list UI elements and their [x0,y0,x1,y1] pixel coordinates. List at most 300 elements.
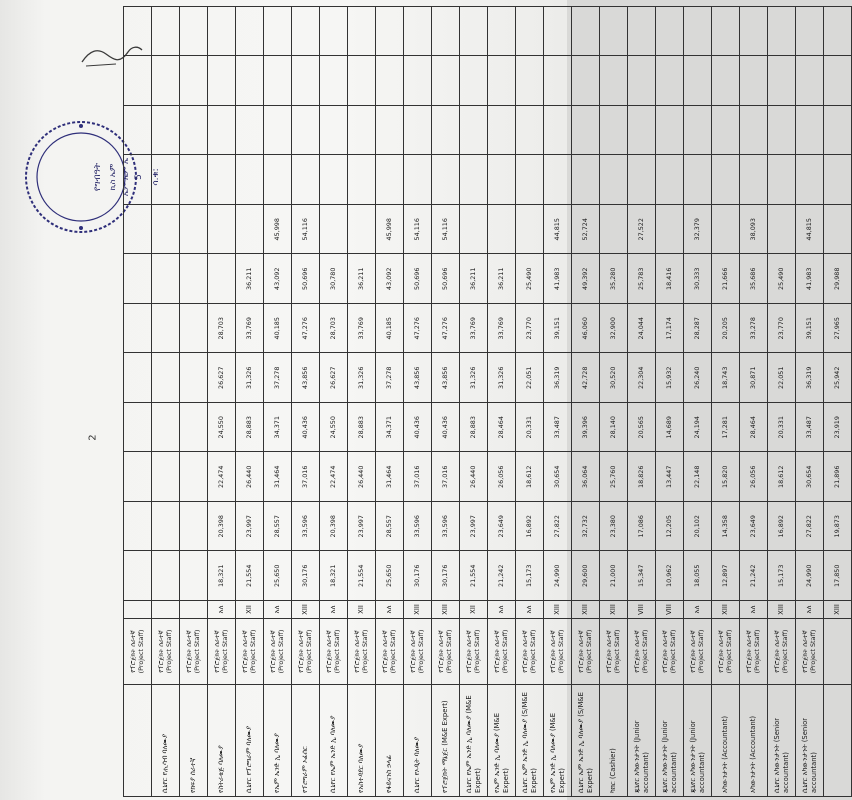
salary-step-cell [180,7,208,57]
salary-step-cell: 28,883 [236,403,264,453]
salary-step-cell [264,56,292,106]
salary-step-cell: 50,696 [432,254,460,304]
salary-step-cell: 21,000 [600,551,628,601]
salary-step-cell [600,106,628,156]
grade-cell: XIII [600,601,628,619]
position-title-cell: የፕሮጀክት ማኔጀር (M&E Expert) [432,685,460,797]
salary-step-cell: 25,783 [628,254,656,304]
salary-step-cell: 10,962 [656,551,684,601]
salary-step-cell [404,155,432,205]
grade-cell: አለ [516,601,544,619]
salary-step-cell [740,56,768,106]
salary-step-cell [432,106,460,156]
salary-step-cell [152,254,180,304]
salary-step-cell: 15,820 [712,452,740,502]
salary-step-cell: 30,780 [320,254,348,304]
salary-step-cell: 28,557 [264,502,292,552]
grade-cell [152,601,180,619]
salary-step-cell: 37,278 [376,353,404,403]
salary-step-cell: 28,140 [600,403,628,453]
salary-step-cell: 23,770 [516,304,544,354]
salary-step-cell [516,56,544,106]
position-title-cell: የስትራቴጅ ባለሙያ [208,685,236,797]
salary-step-cell [768,7,796,57]
salary-step-cell: 36,211 [348,254,376,304]
salary-step-cell: 34,371 [264,403,292,453]
salary-step-cell: 22,304 [628,353,656,403]
table-row [516,7,544,797]
salary-step-cell: 20,102 [684,502,712,552]
salary-step-cell: 28,464 [740,403,768,453]
salary-step-cell [264,7,292,57]
salary-step-cell: 23,649 [488,502,516,552]
position-title-cell: ሲኒየር የኤም ኤንድ ኢ ባለሙያ [320,685,348,797]
position-title-cell: የክፍያ ሰራተኛ [180,685,208,797]
salary-step-cell: 39,151 [544,304,572,354]
salary-step-cell: 19,873 [824,502,852,552]
salary-step-cell: 17,086 [628,502,656,552]
grade-cell [124,601,152,619]
salary-step-cell: 20,331 [768,403,796,453]
salary-step-cell [824,155,852,205]
position-title-cell: የኤም ኤንድ ኢ ባለሙያ [264,685,292,797]
salary-step-cell [684,155,712,205]
salary-step-cell [152,403,180,453]
salary-step-cell [516,205,544,255]
position-title-cell: የኤም ኤንድ ኢ ባለሙያ (M&E Expert) [544,685,572,797]
salary-step-cell [432,7,460,57]
employment-type-cell: የፕሮጀክት ሰራተኛ (Project Staff) [348,619,376,685]
position-title-cell: ካሸር (Cashier) [600,685,628,797]
salary-step-cell: 16,892 [516,502,544,552]
employment-type-cell [824,619,852,685]
table-row [488,7,516,797]
salary-step-cell: 22,051 [768,353,796,403]
salary-step-cell [292,155,320,205]
salary-step-cell: 30,176 [404,551,432,601]
salary-step-cell: 52,724 [572,205,600,255]
salary-step-cell [460,155,488,205]
salary-step-cell: 54,116 [432,205,460,255]
employment-type-cell: የፕሮጀክት ሰራተኛ (Project Staff) [544,619,572,685]
salary-step-cell: 26,056 [740,452,768,502]
salary-step-cell [152,304,180,354]
stamp-line-5: ሳ.ቁ: [151,168,161,186]
salary-step-cell: 21,896 [824,452,852,502]
employment-type-cell: የፕሮጀክት ሰራተኛ (Project Staff) [264,619,292,685]
salary-step-cell [320,7,348,57]
salary-step-cell: 40,185 [376,304,404,354]
grade-cell: XIII [824,601,852,619]
salary-step-cell [656,56,684,106]
salary-step-cell: 39,151 [796,304,824,354]
table-row [628,7,656,797]
salary-step-cell [516,106,544,156]
salary-step-cell [180,452,208,502]
salary-step-cell: 37,016 [292,452,320,502]
salary-step-cell [796,106,824,156]
position-title-cell: ጁኒየር አካውንታንት (Junior accountant) [656,685,684,797]
salary-step-cell: 30,654 [796,452,824,502]
salary-step-cell [180,56,208,106]
salary-step-cell: 54,116 [404,205,432,255]
salary-step-cell: 15,932 [656,353,684,403]
salary-step-cell [824,205,852,255]
grade-cell: አለ [320,601,348,619]
salary-step-cell [124,106,152,156]
salary-step-cell: 43,092 [376,254,404,304]
salary-step-cell: 27,522 [628,205,656,255]
rotated-table-container [123,7,842,797]
employment-type-cell: የፕሮጀክት ሰራተኛ (Project Staff) [712,619,740,685]
salary-step-cell: 33,487 [544,403,572,453]
salary-step-cell: 29,988 [824,254,852,304]
table-row [292,7,320,797]
salary-step-cell: 25,650 [376,551,404,601]
salary-step-cell [124,254,152,304]
salary-step-cell [124,502,152,552]
employment-type-cell: የፕሮጀክት ሰራተኛ (Project Staff) [208,619,236,685]
table-row [656,7,684,797]
salary-step-cell: 26,056 [488,452,516,502]
grade-cell: አለ [264,601,292,619]
employment-type-cell: የፕሮጀክት ሰራተኛ (Project Staff) [740,619,768,685]
salary-step-cell: 17,174 [656,304,684,354]
table-row [320,7,348,797]
table-row [684,7,712,797]
grade-cell: XIII [768,601,796,619]
salary-step-cell: 23,380 [600,502,628,552]
grade-cell: XIII [404,601,432,619]
salary-step-cell [208,205,236,255]
salary-step-cell: 23,919 [824,403,852,453]
salary-step-cell: 17,281 [712,403,740,453]
employment-type-cell: የፕሮጀክት ሰራተኛ (Project Staff) [124,619,152,685]
grade-cell: XIII [292,601,320,619]
salary-step-cell: 22,148 [684,452,712,502]
salary-step-cell [236,7,264,57]
employment-type-cell: የፕሮጀክት ሰራተኛ (Project Staff) [460,619,488,685]
salary-step-cell: 32,900 [600,304,628,354]
salary-step-cell [124,452,152,502]
position-title-cell: ጁኒየር አካውንታንት (Junior accountant) [684,685,712,797]
salary-step-cell [572,106,600,156]
salary-step-cell: 26,627 [208,353,236,403]
position-title-cell: ሲኒየር የኤም ኤንድ ኢ ባለሙያ (M&E Expert) [460,685,488,797]
position-title-cell [124,685,152,797]
employment-type-cell: የፕሮጀክት ሰራተኛ (Project Staff) [376,619,404,685]
position-title-cell: ሲኒየር የፕሮግራም ባለሙያ [236,685,264,797]
employment-type-cell: የፕሮጀክት ሰራተኛ (Project Staff) [320,619,348,685]
salary-step-cell: 44,815 [796,205,824,255]
table-row [208,7,236,797]
salary-step-cell [152,56,180,106]
salary-step-cell [824,7,852,57]
employment-type-cell: የፕሮጀክት ሰራተኛ (Project Staff) [600,619,628,685]
salary-step-cell [712,155,740,205]
salary-step-cell: 25,650 [264,551,292,601]
salary-step-cell: 24,550 [320,403,348,453]
salary-step-cell [572,56,600,106]
employment-type-cell: የፕሮጀክት ሰራተኛ (Project Staff) [488,619,516,685]
salary-step-cell: 43,856 [432,353,460,403]
salary-step-cell [376,7,404,57]
salary-scale-table [123,6,852,797]
grade-cell: አለ [796,601,824,619]
salary-step-cell [740,155,768,205]
salary-step-cell: 45,998 [376,205,404,255]
salary-step-cell [432,56,460,106]
salary-step-cell: 30,176 [432,551,460,601]
position-title-cell: አካውንታንት (Accountant) [712,685,740,797]
salary-step-cell: 26,440 [236,452,264,502]
employment-type-cell: የፕሮጀክት ሰራተኛ (Project Staff) [572,619,600,685]
salary-step-cell: 16,892 [768,502,796,552]
table-row [600,7,628,797]
salary-step-cell [600,155,628,205]
salary-step-cell: 49,392 [572,254,600,304]
salary-step-cell: 27,965 [824,304,852,354]
salary-step-cell: 33,278 [740,304,768,354]
salary-step-cell: 21,242 [740,551,768,601]
salary-step-cell: 37,016 [404,452,432,502]
salary-step-cell [124,304,152,354]
salary-step-cell: 36,211 [488,254,516,304]
salary-step-cell: 28,287 [684,304,712,354]
salary-step-cell [796,56,824,106]
salary-step-cell: 30,871 [740,353,768,403]
salary-step-cell: 15,347 [628,551,656,601]
position-title-cell: ሲኒየር አካውንታንት (Senior accountant) [768,685,796,797]
salary-step-cell [180,155,208,205]
salary-step-cell: 40,436 [404,403,432,453]
salary-step-cell [796,155,824,205]
employment-type-cell: የፕሮጀክት ሰራተኛ (Project Staff) [404,619,432,685]
table-row [152,7,180,797]
salary-step-cell [348,155,376,205]
grade-cell: አለ [740,601,768,619]
table-row [404,7,432,797]
salary-step-cell: 21,554 [236,551,264,601]
table-row [124,7,152,797]
salary-step-cell: 18,416 [656,254,684,304]
position-title-cell: የኤም ኤንድ ኢ ባለሙያ (M&E Expert) [488,685,516,797]
employment-type-cell: የፕሮጀክት ሰራተኛ (Project Staff) [292,619,320,685]
salary-step-cell [460,106,488,156]
employment-type-cell: የፕሮጀክት ሰራተኛ (Project Staff) [656,619,684,685]
salary-step-cell [320,56,348,106]
salary-step-cell: 20,565 [628,403,656,453]
salary-step-cell: 20,331 [516,403,544,453]
table-row [796,7,824,797]
salary-step-cell: 41,983 [796,254,824,304]
salary-step-cell [292,7,320,57]
salary-step-cell: 24,990 [544,551,572,601]
salary-step-cell: 18,321 [320,551,348,601]
position-title-cell: የፕሮግራም ኦፊሰር [292,685,320,797]
salary-step-cell: 43,856 [292,353,320,403]
salary-step-cell: 33,769 [236,304,264,354]
salary-step-cell: 38,093 [740,205,768,255]
salary-step-cell [768,106,796,156]
salary-step-cell [180,353,208,403]
salary-step-cell [264,155,292,205]
salary-step-cell: 28,464 [488,403,516,453]
salary-step-cell [600,56,628,106]
salary-step-cell: 32,379 [684,205,712,255]
employment-type-cell: የፕሮጀክት ሰራተኛ (Project Staff) [516,619,544,685]
salary-step-cell: 22,474 [208,452,236,502]
salary-step-cell [152,452,180,502]
salary-step-cell: 30,520 [600,353,628,403]
salary-step-cell [600,7,628,57]
position-title-cell: ጁኒየር አካውንታንት (Junior accountant) [628,685,656,797]
salary-step-cell [236,205,264,255]
salary-step-cell [208,155,236,205]
salary-step-cell: 33,769 [488,304,516,354]
salary-step-cell [656,106,684,156]
salary-step-cell: 33,596 [404,502,432,552]
salary-step-cell [488,106,516,156]
salary-step-cell: 50,696 [404,254,432,304]
employment-type-cell: የፕሮጀክት ሰራተኛ (Project Staff) [628,619,656,685]
salary-step-cell: 28,557 [376,502,404,552]
page-number: 2 [87,434,99,441]
salary-step-cell: 47,276 [404,304,432,354]
salary-step-cell [488,56,516,106]
grade-cell: XII [460,601,488,619]
salary-step-cell: 33,769 [460,304,488,354]
salary-step-cell [124,403,152,453]
salary-step-cell [544,56,572,106]
salary-step-cell: 20,398 [208,502,236,552]
salary-step-cell: 33,596 [432,502,460,552]
salary-step-cell [152,353,180,403]
salary-step-cell: 21,666 [712,254,740,304]
position-title-cell: አካውንታንት (Accountant) [740,685,768,797]
salary-step-cell [180,304,208,354]
salary-step-cell: 26,627 [320,353,348,403]
salary-step-cell: 32,732 [572,502,600,552]
table-row [180,7,208,797]
employment-type-cell: የፕሮጀክት ሰራተኛ (Project Staff) [684,619,712,685]
salary-step-cell: 34,371 [376,403,404,453]
salary-step-cell: 36,211 [236,254,264,304]
salary-step-cell: 31,326 [460,353,488,403]
salary-step-cell [460,7,488,57]
salary-step-cell [544,155,572,205]
salary-step-cell: 31,464 [376,452,404,502]
salary-step-cell [124,551,152,601]
salary-step-cell [208,56,236,106]
salary-step-cell: 25,490 [516,254,544,304]
salary-step-cell [180,106,208,156]
salary-step-cell: 36,064 [572,452,600,502]
salary-step-cell: 39,396 [572,403,600,453]
stamp-line-3: ኤም ኤም ኤ [121,157,130,197]
salary-step-cell: 40,185 [264,304,292,354]
salary-step-cell: 45,998 [264,205,292,255]
salary-step-cell: 24,550 [208,403,236,453]
table-row [264,7,292,797]
salary-step-cell [516,155,544,205]
salary-step-cell: 18,612 [516,452,544,502]
salary-step-cell [768,56,796,106]
salary-step-cell [544,106,572,156]
employment-type-cell: የፕሮጀክት ሰራተኛ (Project Staff) [236,619,264,685]
salary-step-cell: 28,883 [460,403,488,453]
salary-step-cell: 36,319 [544,353,572,403]
salary-step-cell: 21,242 [488,551,516,601]
salary-step-cell: 23,649 [740,502,768,552]
salary-step-cell: 24,044 [628,304,656,354]
salary-step-cell: 47,276 [292,304,320,354]
salary-step-cell [124,353,152,403]
salary-step-cell [404,106,432,156]
salary-step-cell [432,155,460,205]
grade-cell: XIII [432,601,460,619]
salary-step-cell: 12,205 [656,502,684,552]
salary-step-cell [124,7,152,57]
salary-step-cell [684,56,712,106]
salary-step-cell: 43,092 [264,254,292,304]
salary-step-cell: 36,319 [796,353,824,403]
salary-step-cell [208,254,236,304]
salary-step-cell: 28,883 [348,403,376,453]
salary-step-cell: 21,554 [460,551,488,601]
table-row [376,7,404,797]
salary-step-cell [656,155,684,205]
table-row [236,7,264,797]
salary-step-cell [376,106,404,156]
salary-step-cell: 30,654 [544,452,572,502]
salary-step-cell [572,155,600,205]
salary-step-cell: 18,743 [712,353,740,403]
salary-step-cell [544,7,572,57]
salary-step-cell [180,502,208,552]
grade-cell: VIII [628,601,656,619]
salary-step-cell: 33,769 [348,304,376,354]
salary-step-cell [824,106,852,156]
salary-step-cell [152,205,180,255]
salary-step-cell: 27,822 [796,502,824,552]
salary-step-cell [796,7,824,57]
salary-step-cell: 44,815 [544,205,572,255]
salary-step-cell [236,56,264,106]
table-row [768,7,796,797]
stamp-line-1: የግብዓት [93,162,103,192]
salary-step-cell [348,106,376,156]
salary-step-cell [152,551,180,601]
salary-step-cell: 23,770 [768,304,796,354]
salary-step-cell: 26,440 [348,452,376,502]
salary-step-cell: 14,358 [712,502,740,552]
salary-step-cell: 20,398 [320,502,348,552]
salary-step-cell: 13,447 [656,452,684,502]
grade-cell: XIII [544,601,572,619]
salary-step-cell: 22,051 [516,353,544,403]
salary-step-cell: 40,436 [292,403,320,453]
grade-cell: XII [348,601,376,619]
stamp-line-4: 5 [134,174,144,180]
salary-step-cell: 31,326 [236,353,264,403]
salary-step-cell: 24,194 [684,403,712,453]
salary-step-cell [180,205,208,255]
salary-step-cell: 26,240 [684,353,712,403]
salary-step-cell [152,106,180,156]
salary-step-cell: 28,703 [208,304,236,354]
table-row [712,7,740,797]
